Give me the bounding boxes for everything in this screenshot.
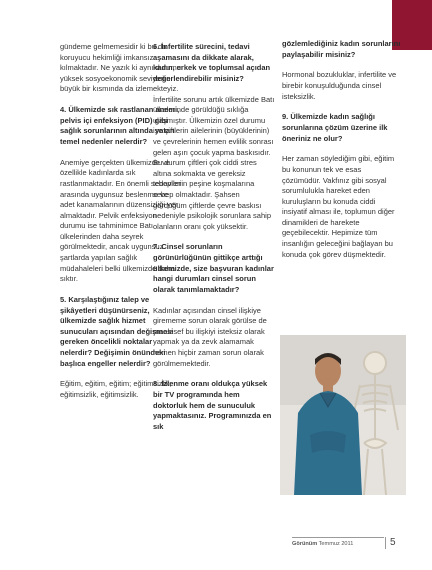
paragraph: İnfertilite sorunu artık ülkemizde Batı ülkelerinde görüldüğü sıklığa ulaşmıştır. Ülkemizin özel durumu ise çiftlerin ailelerinin (büyüklerinin) ve çevrelerinin hemen evlilik sonrası gelen aşırı çocuk yapma baskısıdır. Bu durum çiftleri çok ciddi stres altına sokmakta ve gereksiz tedavilerin peşine koşmalarına sebep olmaktadır. Şahsen gördüğüm çiftlerde çevre baskısı nedeniyle psikolojik sorunlara sahip olanların oranı çok yüksektir.	[153, 94, 275, 231]
footer-publication	[292, 541, 353, 547]
footer-rule	[292, 537, 384, 538]
question-heading: gözlemlediğiniz kadın sorunlarını paylaşabilir misiniz?	[282, 39, 401, 59]
question-heading: 8. İzlenme oranı oldukça yüksek bir TV programında hem doktorluk hem de sunuculuk yapmaktasınız. Programınızda en sık	[153, 379, 272, 431]
question-heading: 6. İnfertilite sürecini, tedavi aşamasını da dikkate alarak, kadın, erkek ve toplumsal açıdan değerlendirebilir misiniz?	[153, 42, 271, 83]
question-heading: 7. Cinsel sorunların görünürlüğünün gittikçe arttığı ülkemizde, size başvuran kadınlar hangi durumları cinsel sorun olarak tanımlamaktadır?	[153, 242, 274, 294]
issue-date: Temmuz 2011	[318, 541, 354, 547]
page-footer	[0, 534, 432, 554]
question-heading: 9. Ülkemizde kadın sağlığı sorunlarına çözüm üzerine ilk öneriniz ne olur?	[282, 112, 388, 143]
question-heading: 5. Karşılaştığınız talep ve şikâyetleri düşünürseniz, ülkemizde sağlık hizmet sunucuları açısından değişmesi gereken öncelikli noktalar nelerdir? Değişimin önündeki başlıca engeller nelerdir?	[60, 295, 174, 368]
column-2	[153, 42, 275, 443]
publication-name: Görünüm	[292, 541, 318, 547]
page-number: 5	[390, 537, 396, 548]
column-3	[282, 39, 402, 270]
paragraph: Eğitim, eğitim, eğitim; eğitimsizlik, eğitimsizlik, eğitimsizlik.	[60, 379, 172, 399]
photo-illustration	[280, 335, 406, 495]
question-heading: 4. Ülkemizde sık rastlanan anemi, pelvis içi enfeksiyon (PID) gibi sağlık sorunlarının altında yatan temel nedenler nelerdir?	[60, 105, 180, 146]
doctor-with-skeleton-photo	[280, 335, 406, 495]
paragraph: Her zaman söylediğim gibi, eğitim bu konunun tek ve esas çözümüdür. Vakfınız gibi sosyal sorumlulukla hareket eden kuruluşların bu konuda ciddi insiyatif alması ile, toplumun diğer dinamikleri de harekete geçebilecektir. Hepimize tüm insanlığın geleceğini bağlayan bu konuda çok görev düşmektedir.	[282, 154, 395, 259]
paragraph: gündeme gelmemesidir ki bu da koruyucu hekimliği imkansız kılmaktadır. Ne yazık ki aynı durumu yüksek sosyoekonomik seviyenin büyük bir kısmında da izlemekteyiz.	[60, 42, 181, 94]
paragraph: Anemiye gerçekten ülkemizde ve özellikle kadınlarda sık rastlanmaktadır. En önemli sebepleri arasında uygunsuz beslenme ve adet kanamalarının düzensizliği yer almaktadır. Pelvik enfeksiyon durumu ise tahminimce Batı ülkelerinden daha seyrek görülmektedir, ancak uygunsuz şartlarda yapılan sağlık müdahaleleri belki ülkemizde daha sıktır.	[60, 157, 182, 284]
page-number-divider	[385, 537, 386, 549]
paragraph: Hormonal bozukluklar, infertilite ve birebir konuşulduğunda cinsel isteksizlik.	[282, 70, 397, 101]
paragraph: Kadınlar açısından cinsel ilişkiye girememe sorun olarak görülse de maalesef bu ilişkiyi isteksiz olarak yapmak ya da zevk alamamak hemen hiçbir zaman sorun olarak görülmemektedir.	[153, 305, 267, 368]
